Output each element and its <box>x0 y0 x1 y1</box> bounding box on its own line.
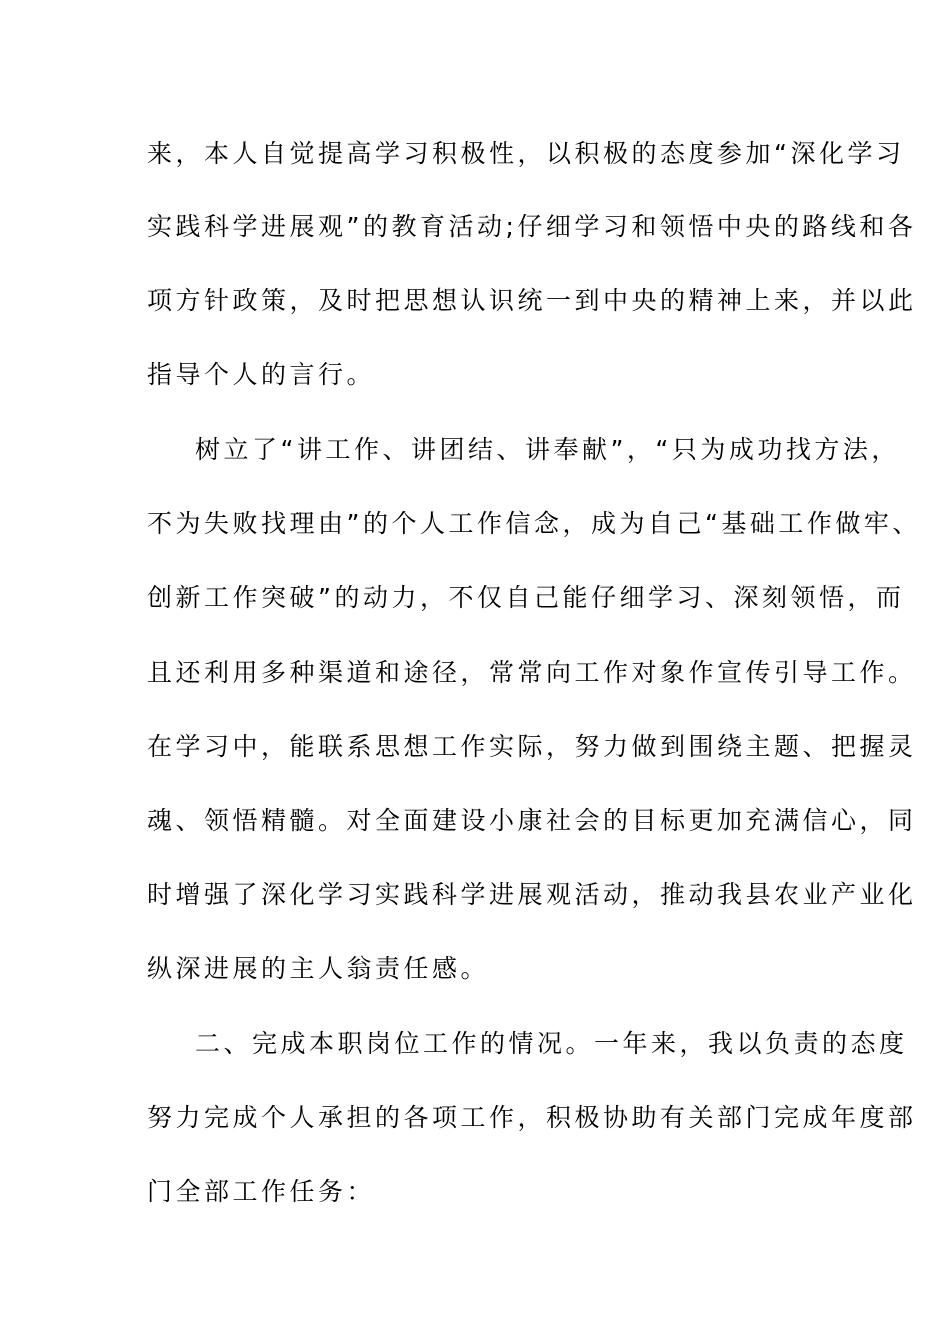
text-line-1: 来，本人自觉提高学习积极性，以积极的态度参加“深化学习 <box>147 139 905 168</box>
text-line-4: 指导个人的言行。 <box>147 360 376 389</box>
text-line-3: 项方针政策，及时把思想认识统一到中央的精神上来，并以此 <box>147 286 917 315</box>
text-line-9: 在学习中，能联系思想工作实际，努力做到围绕主题、把握灵 <box>147 732 917 761</box>
text-line-2: 实践科学进展观”的教育活动;仔细学习和领悟中央的路线和各 <box>147 212 917 241</box>
text-line-5: 树立了“讲工作、讲团结、讲奉献”，“只为成功找方法， <box>195 435 900 464</box>
text-line-13: 二、完成本职岗位工作的情况。一年来，我以负责的态度 <box>195 1029 908 1058</box>
text-line-15: 门全部工作任务： <box>147 1177 376 1206</box>
text-line-7: 创新工作突破”的动力，不仅自己能仔细学习、深刻领悟，而 <box>147 583 905 612</box>
text-line-11: 时增强了深化学习实践科学进展观活动，推动我县农业产业化 <box>147 880 917 909</box>
text-line-14: 努力完成个人承担的各项工作，积极协助有关部门完成年度部 <box>147 1103 917 1132</box>
text-line-10: 魂、领悟精髓。对全面建设小康社会的目标更加充满信心，同 <box>147 806 917 835</box>
text-line-12: 纵深进展的主人翁责任感。 <box>147 954 490 983</box>
text-line-8: 且还利用多种渠道和途径，常常向工作对象作宣传引导工作。 <box>147 658 917 687</box>
text-line-6: 不为失败找理由”的个人工作信念，成为自己“基础工作做牢、 <box>147 509 921 538</box>
